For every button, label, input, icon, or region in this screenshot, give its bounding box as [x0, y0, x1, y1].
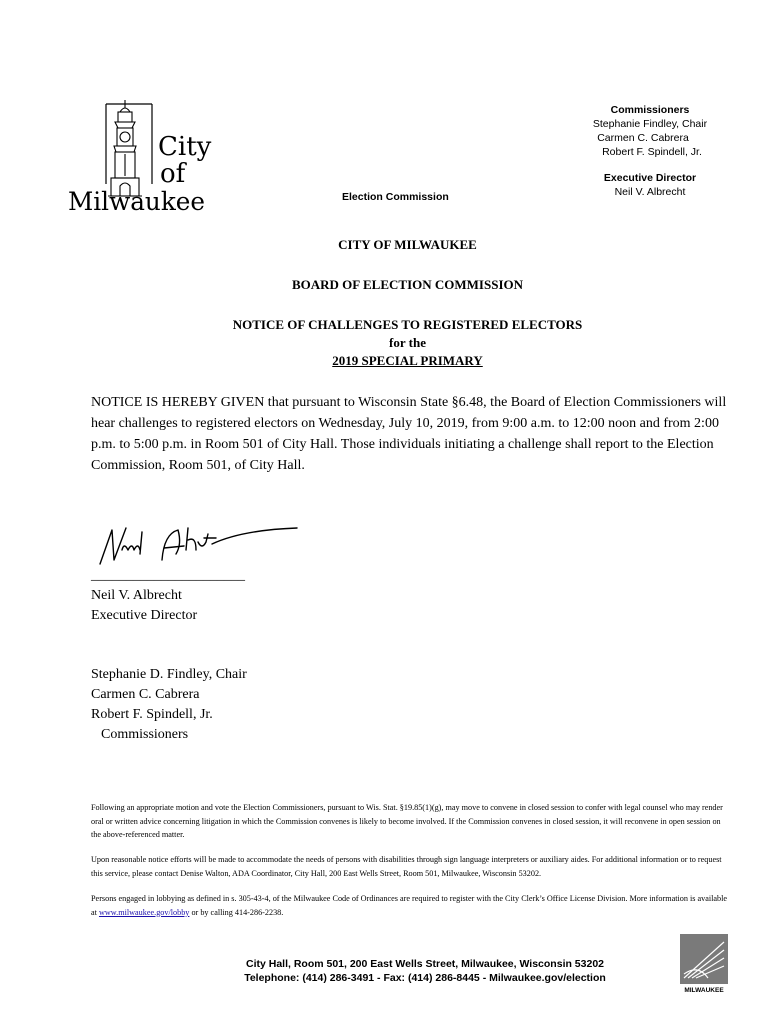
title-for-the: for the: [389, 335, 426, 350]
executive-heading: Executive Director: [603, 172, 697, 184]
commissioners-heading: Commissioners: [610, 104, 690, 116]
lobbying-phone-text: or by calling 414-286-2238.: [189, 907, 284, 917]
milwaukee-logo-text: MILWAUKEE: [684, 987, 724, 994]
signer-name: Neil V. Albrecht: [91, 588, 182, 603]
commission-member-1: Stephanie D. Findley, Chair: [91, 667, 247, 682]
commissioners-block: [560, 103, 740, 159]
ada-paragraph: Upon reasonable notice efforts will be made to accommodate the needs of persons with disabilities through sign language interpreters or auxiliary aides. For additional information or to request this service, please contact Denise Walton, ADA Coordinator, City Hall, 200 East Wells Street, Room 501, Milwaukee, Wisconsin 53202.: [91, 855, 722, 878]
milwaukee-logo-icon: [678, 934, 730, 994]
city-hall-logo-icon: [68, 98, 213, 216]
footer-address: City Hall, Room 501, 200 East Wells Street, Milwaukee, Wisconsin 53202: [245, 958, 605, 970]
commission-member-2: Carmen C. Cabrera: [91, 687, 200, 702]
logo-text-of: of: [160, 159, 186, 189]
executive-block: [560, 171, 740, 199]
department-label: Election Commission: [342, 191, 449, 203]
lobby-link[interactable]: www.milwaukee.gov/lobby: [98, 907, 190, 917]
lobbying-text: Persons engaged in lobbying as defined in s. 305-43-4, of the Milwaukee Code of Ordinances are required to register with the City Clerk’s Office License Division. More information is available at: [91, 894, 728, 917]
signature-line: ______________________: [91, 568, 245, 583]
executive-name: Neil V. Albrecht: [614, 186, 686, 198]
commissioner-1: Stephanie Findley, Chair: [592, 118, 708, 130]
logo-text-milwaukee: Milwaukee: [68, 187, 205, 216]
signer-title: Executive Director: [91, 608, 198, 623]
title-board: BOARD OF ELECTION COMMISSION: [291, 277, 524, 292]
lobbying-paragraph: [91, 892, 731, 919]
logo-text-city: City: [158, 132, 212, 162]
notice-paragraph: NOTICE IS HEREBY GIVEN that pursuant to Wisconsin State §6.48, the Board of Election Commissioners will hear challenges to registered electors on Wednesday, July 10, 2019, from 9:00 a.m. to 12:00 noon and from 2:00 p.m. to 5:00 p.m. in Room 501 of City Hall. Those individuals initiating a challenge shall report to the Election Commission, Room 501, of City Hall.: [91, 395, 727, 473]
commissioner-2: Carmen C. Cabrera: [597, 132, 689, 144]
commission-member-3: Robert F. Spindell, Jr.: [91, 707, 213, 722]
title-notice: NOTICE OF CHALLENGES TO REGISTERED ELECTORS: [232, 317, 583, 332]
title-election: 2019 SPECIAL PRIMARY: [332, 353, 483, 368]
footer-contact: Telephone: (414) 286-3491 - Fax: (414) 286-8445 - Milwaukee.gov/election: [244, 972, 606, 984]
title-city: CITY OF MILWAUKEE: [338, 237, 477, 252]
commissioner-3: Robert F. Spindell, Jr.: [602, 146, 702, 158]
closed-session-paragraph: Following an appropriate motion and vote the Election Commissioners, pursuant to Wis. Stat. §19.85(1)(g), may move to convene in closed session to confer with legal counsel who may render oral or written advice concerning litigation in which the Commission convenes is likely to become involved. If the Commission convenes in closed session, it will reconvene in open session on the above-referenced matter.: [91, 803, 723, 839]
commissioners-label: Commissioners: [101, 727, 189, 742]
